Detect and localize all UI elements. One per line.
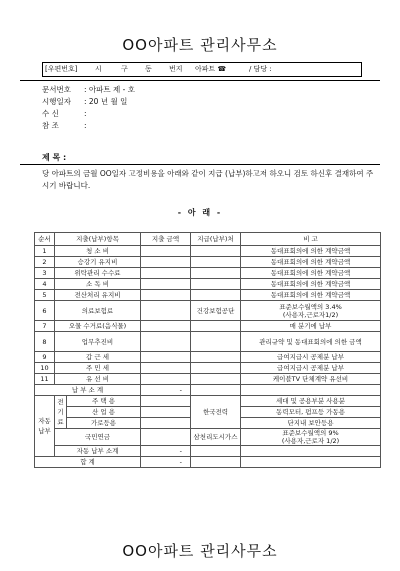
meta-key: 시행일자: [42, 97, 71, 106]
total-amount: -: [141, 457, 191, 468]
row-item: 오물 수거료(음식물): [55, 321, 141, 332]
row-note: 관리규약 및 동대표회의에 의한 금액: [241, 332, 381, 352]
row-amount: [141, 257, 191, 268]
subtotal-row: [35, 385, 381, 396]
empty-cell: [241, 457, 381, 468]
beonji-label: 번지: [169, 65, 183, 73]
group-label-line: 납부: [38, 427, 51, 435]
table-row: [35, 290, 381, 301]
postal-label: [우편번호]: [45, 65, 78, 73]
row-item: 주 민 세: [55, 363, 141, 374]
row-item: 유 선 비: [55, 374, 141, 385]
empty-cell: [241, 385, 381, 396]
divider-top: [20, 80, 380, 81]
empty-cell: [191, 446, 241, 457]
meta-key: 참 조: [42, 121, 59, 130]
header-cell: 지출(납부)항목: [55, 233, 141, 246]
row-no: 11: [35, 374, 55, 385]
electric-item: 가로등용: [67, 418, 141, 429]
row-amount: [141, 363, 191, 374]
header-cell: 지급(납부)처: [191, 233, 241, 246]
table-row: [35, 352, 381, 363]
row-payee: [191, 268, 241, 279]
row-payee: [191, 257, 241, 268]
meta-row: [42, 84, 135, 96]
row-payee: [191, 374, 241, 385]
row-item: 의료보험료: [55, 301, 141, 321]
row-no: 10: [35, 363, 55, 374]
row-amount: [141, 374, 191, 385]
pension-payee: 삼천리도시가스: [191, 429, 241, 446]
row-payee: [191, 352, 241, 363]
row-no: 7: [35, 321, 55, 332]
table-row: [35, 332, 381, 352]
table-row: [35, 257, 381, 268]
subtotal-label: 납 부 소 계: [35, 385, 141, 396]
meta-row: [42, 108, 135, 120]
meta-value: :: [84, 121, 87, 130]
header-cell: 비 고: [241, 233, 381, 246]
row-no: 1: [35, 246, 55, 257]
row-note: [241, 301, 381, 321]
document-meta: [42, 84, 135, 132]
row-amount: [141, 268, 191, 279]
row-item: 승강기 유지비: [55, 257, 141, 268]
address-box: [42, 62, 362, 77]
pension-item: 국민연금: [55, 429, 141, 446]
electric-item: 주 택 용: [67, 396, 141, 407]
empty-cell: [191, 457, 241, 468]
total-row: [35, 457, 381, 468]
row-payee: [191, 246, 241, 257]
table-row: [35, 279, 381, 290]
row-note: 케이블TV 단체계약 유선비: [241, 374, 381, 385]
row-item: 소 독 비: [55, 279, 141, 290]
row-payee: [191, 332, 241, 352]
row-note: 급여지급시 공제분 납부: [241, 352, 381, 363]
document-title: OO아파트 관리사무소: [122, 36, 278, 54]
dong-label: 동: [145, 65, 152, 73]
pension-row: [35, 429, 381, 446]
pension-amount: [141, 429, 191, 446]
electric-item: 산 업 용: [67, 407, 141, 418]
row-amount: [141, 279, 191, 290]
subject-label: 제 목 :: [42, 153, 67, 162]
meta-key: 문서번호: [42, 85, 71, 94]
electric-group-label: [55, 396, 67, 429]
row-no: 2: [35, 257, 55, 268]
subtotal-amount: -: [141, 385, 191, 396]
row-note: 동대표회의에 의한 계약금액: [241, 279, 381, 290]
apt-phone-label: 아파트 ☎: [195, 65, 227, 73]
meta-value: : 아파트 제 - 호: [84, 85, 135, 94]
row-item: 청 소 비: [55, 246, 141, 257]
auto-subtotal-row: [35, 446, 381, 457]
table-row: [35, 363, 381, 374]
gu-label: 구: [121, 65, 128, 73]
row-payee: 건강보험공단: [191, 301, 241, 321]
group-label-line: 자동: [38, 417, 51, 425]
row-amount: [141, 321, 191, 332]
row-item: 전산처리 유지비: [55, 290, 141, 301]
si-label: 시: [95, 65, 102, 73]
row-no: 3: [35, 268, 55, 279]
row-note: 급여지급시 공제분 납부: [241, 363, 381, 374]
row-no: 6: [35, 301, 55, 321]
total-label: 합 계: [35, 457, 141, 468]
auto-subtotal-amount: -: [141, 446, 191, 457]
row-note: 동대표회의에 의한 계약금액: [241, 246, 381, 257]
row-item: 업무추진비: [55, 332, 141, 352]
electric-amount: [141, 396, 191, 407]
table-header-row: [35, 233, 381, 246]
row-note: 동대표회의에 의한 계약금액: [241, 268, 381, 279]
table-row: [35, 321, 381, 332]
row-no: 9: [35, 352, 55, 363]
meta-value: :: [84, 109, 87, 118]
table-row: [35, 374, 381, 385]
note-line: 표준보수월액의 3.4%: [279, 302, 342, 311]
electric-amount: [141, 418, 191, 429]
table-row: [35, 268, 381, 279]
row-payee: [191, 321, 241, 332]
meta-value: : 20 년 월 일: [84, 97, 128, 106]
row-item: 위탁관리 수수료: [55, 268, 141, 279]
electric-label-char: 전: [57, 398, 64, 406]
table-row: [35, 301, 381, 321]
note-line: 표준보수월액의 9%: [282, 429, 339, 437]
meta-key: 수 신: [42, 109, 59, 118]
electric-note: 동력모터, 펌프등 가동용: [241, 407, 381, 418]
pension-note: [241, 429, 381, 446]
row-item: 갑 근 세: [55, 352, 141, 363]
table-row: [35, 246, 381, 257]
note-heading: - 아 래 -: [177, 208, 223, 217]
row-payee: [191, 363, 241, 374]
contact-label: / 담당 :: [249, 65, 272, 73]
electric-label-char: 기: [57, 408, 64, 416]
row-no: 4: [35, 279, 55, 290]
note-line: (사용자,근로자 1/2): [281, 437, 340, 445]
row-amount: [141, 246, 191, 257]
electric-row: [35, 396, 381, 407]
electric-payee: 한국전력: [191, 396, 241, 429]
electric-note: 단지내 보안등용: [241, 418, 381, 429]
row-amount: [141, 352, 191, 363]
meta-row: [42, 120, 135, 132]
row-no: 8: [35, 332, 55, 352]
auto-subtotal-label: 자동 납부 소계: [55, 446, 141, 457]
row-note: 매 분기에 납부: [241, 321, 381, 332]
electric-amount: [141, 407, 191, 418]
row-amount: [141, 332, 191, 352]
row-amount: [141, 301, 191, 321]
row-amount: [141, 290, 191, 301]
row-payee: [191, 290, 241, 301]
header-cell: 순서: [35, 233, 55, 246]
body-text: 당 아파트의 금월 OO일자 고정비용을 아래와 같이 지급 (납부)하고저 하오니 검토 하신후 결재하여 주시기 바랍니다.: [42, 169, 374, 190]
empty-cell: [241, 446, 381, 457]
row-payee: [191, 279, 241, 290]
electric-note: 세대 및 공용부분 사용분: [241, 396, 381, 407]
divider-subject: [20, 164, 380, 165]
header-cell: 지출 금액: [141, 233, 191, 246]
meta-row: [42, 96, 135, 108]
expense-table: [34, 232, 381, 468]
electric-label-char: 료: [57, 418, 64, 426]
row-no: 5: [35, 290, 55, 301]
note-line: (사용자,근로자1/2): [282, 310, 339, 319]
footer-title: OO아파트 관리사무소: [122, 542, 278, 560]
row-note: 동대표회의에 의한 계약금액: [241, 257, 381, 268]
auto-payment-group-label: [35, 396, 55, 457]
row-note: 동대표회의에 의한 계약금액: [241, 290, 381, 301]
empty-cell: [191, 385, 241, 396]
